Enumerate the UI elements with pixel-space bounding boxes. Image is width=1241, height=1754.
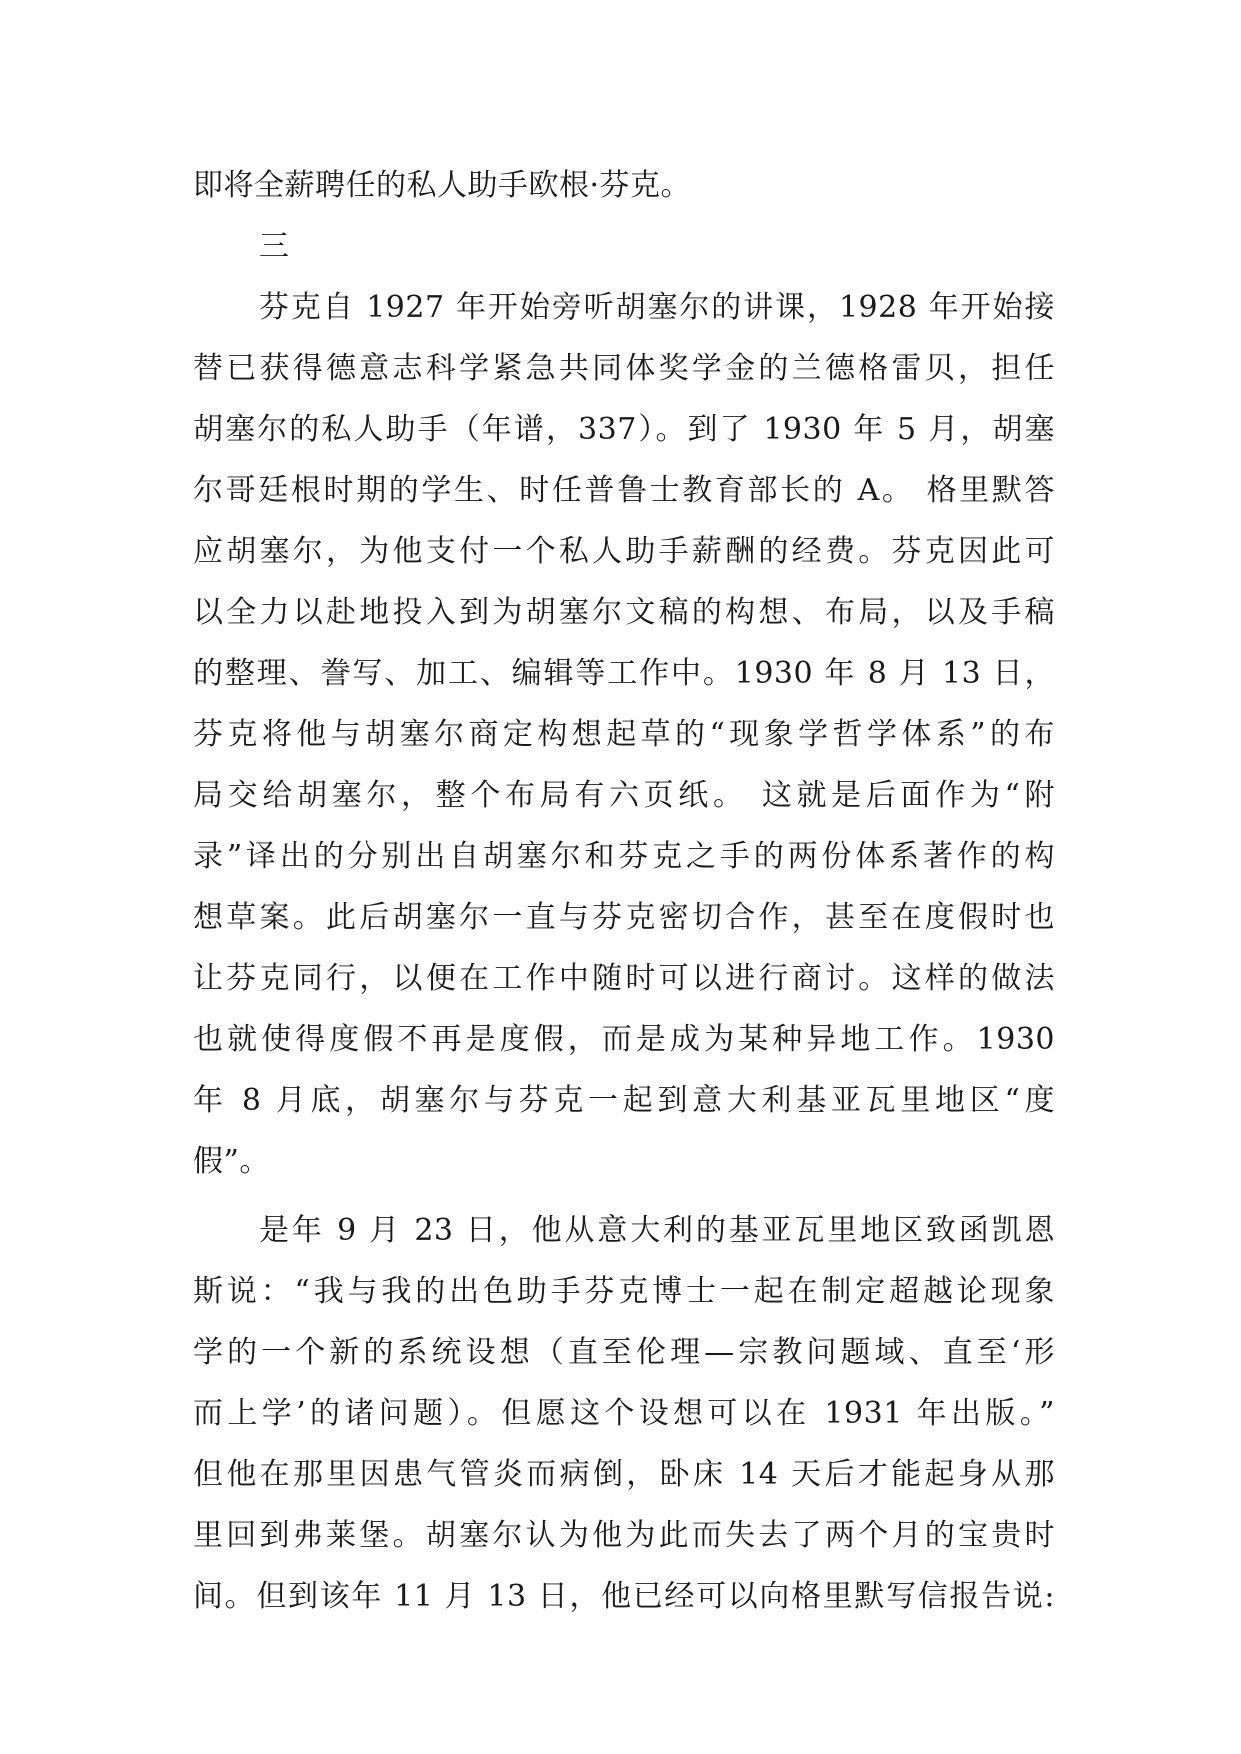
text-line: 里回到弗莱堡。胡塞尔认为他为此而失去了两个月的宝贵时 [193,1518,1055,1553]
text-line: 以全力以赴地投入到为胡塞尔文稿的构想、布局，以及手稿 [193,595,1055,630]
text-line: 录”译出的分别出自胡塞尔和芬克之手的两份体系著作的构 [193,839,1055,874]
text-line: 也就使得度假不再是度假，而是成为某种异地工作。1930 [193,1022,1055,1057]
text-line: 假”。 [193,1144,270,1179]
text-line: 让芬克同行，以便在工作中随时可以进行商讨。这样的做法 [193,961,1055,996]
text-line: 斯说：“我与我的出色助手芬克博士一起在制定超越论现象 [193,1274,1055,1309]
text-line: 应胡塞尔，为他支付一个私人助手薪酬的经费。芬克因此可 [193,534,1055,569]
text-line: 即将全薪聘任的私人助手欧根·芬克。 [193,168,692,203]
text-line: 而上学’的诸问题）。但愿这个设想可以在 1931 年出版。” [193,1396,1055,1431]
text-line: 芬克自 1927 年开始旁听胡塞尔的讲课，1928 年开始接 [259,290,1055,325]
text-line: 尔哥廷根时期的学生、时任普鲁士教育部长的 A。 格里默答 [193,473,1055,508]
text-line: 是年 9 月 23 日，他从意大利的基亚瓦里地区致函凯恩 [259,1213,1055,1248]
text-line: 局交给胡塞尔，整个布局有六页纸。 这就是后面作为“附 [193,778,1055,813]
document-page [193,155,1055,1627]
text-line: 年 8 月底，胡塞尔与芬克一起到意大利基亚瓦里地区“度 [193,1083,1055,1118]
text-line: 想草案。此后胡塞尔一直与芬克密切合作，甚至在度假时也 [193,900,1055,935]
text-line: 学的一个新的系统设想（直至伦理—宗教问题域、直至‘形 [193,1335,1055,1370]
text-line: 的整理、誊写、加工、编辑等工作中。1930 年 8 月 13 日， [193,656,1055,691]
section-heading: 三 [259,229,290,264]
paragraph-gap [193,1192,1055,1200]
text-line: 间。但到该年 11 月 13 日，他已经可以向格里默写信报告说: [193,1579,1055,1614]
text-line: 替已获得德意志科学紧急共同体奖学金的兰德格雷贝，担任 [193,351,1055,386]
text-line: 胡塞尔的私人助手（年谱，337）。到了 1930 年 5 月，胡塞 [193,412,1055,447]
text-line: 但他在那里因患气管炎而病倒，卧床 14 天后才能起身从那 [193,1457,1055,1492]
text-line: 芬克将他与胡塞尔商定构想起草的“现象学哲学体系”的布 [193,717,1055,752]
